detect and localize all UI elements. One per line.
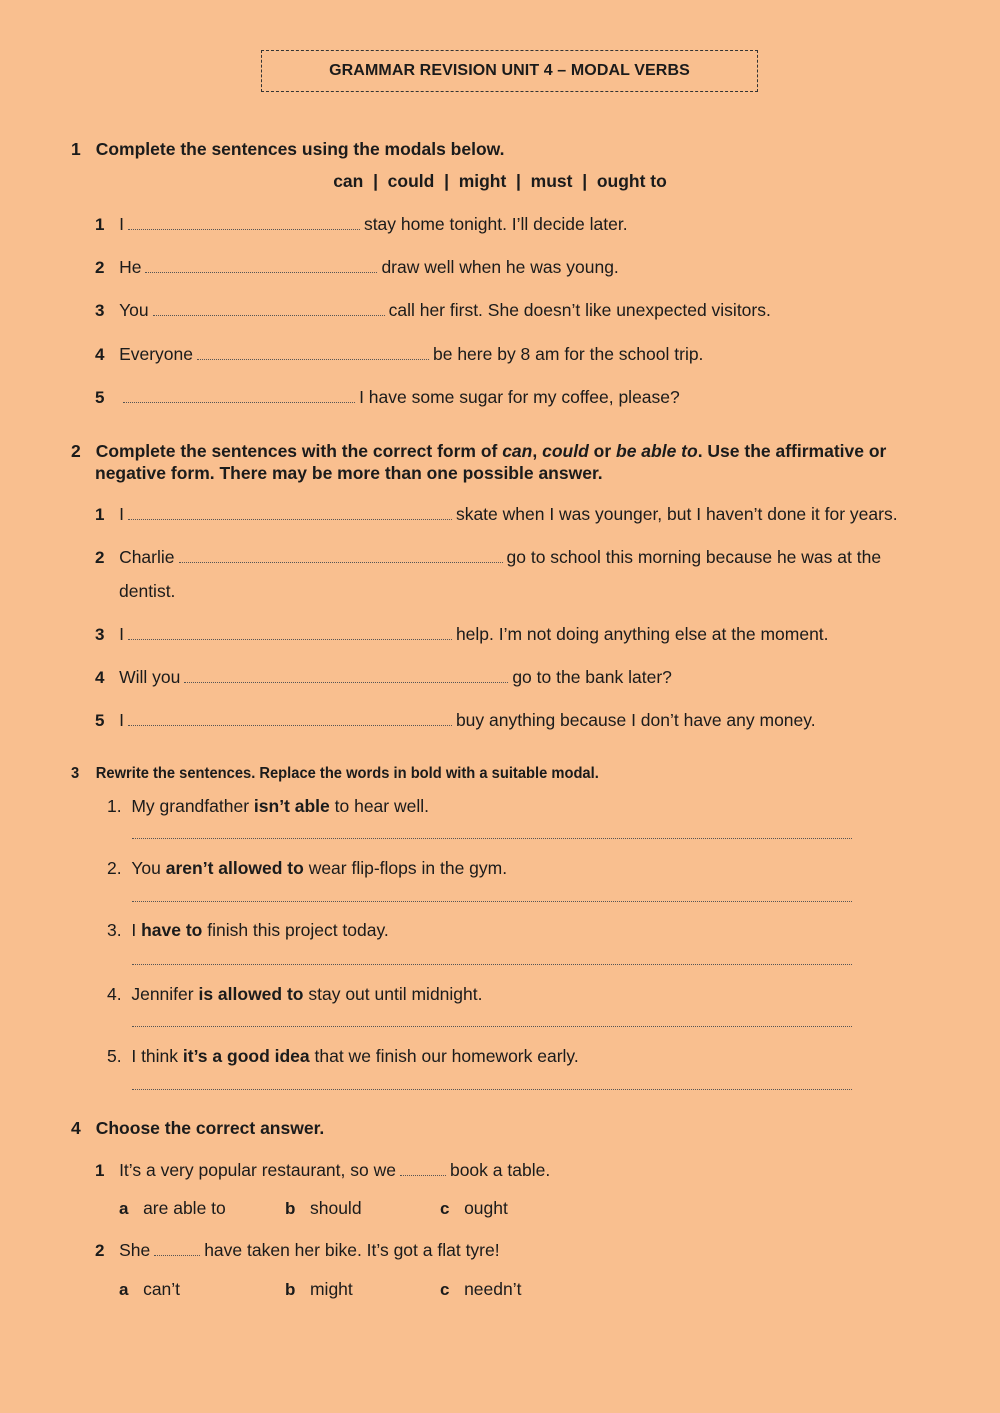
ex1-item-1: 1 I stay home tonight. I’ll decide later. (95, 214, 628, 234)
ex1-instruction: Complete the sentences using the modals below. (95, 139, 505, 159)
ex2-heading: 2 Complete the sentences with the correct form of can, could or be able to. Use the affirmative or (71, 441, 887, 461)
answer-blank[interactable] (128, 638, 452, 640)
ex2-item-1: 1 I skate when I was younger, but I haven’t done it for years. (95, 504, 898, 524)
answer-blank[interactable] (128, 518, 452, 520)
ex2-number: 2 (71, 441, 81, 461)
ex1-item-3: 3 You call her first. She doesn’t like unexpected visitors. (95, 300, 771, 320)
ex4-item-2-option-b[interactable]: b might (285, 1279, 353, 1299)
word-bank: can | could | might | must | ought to (333, 171, 667, 191)
rewrite-answer-line[interactable] (132, 1025, 852, 1027)
ex3-item-5: 5. I think it’s a good idea that we finish our homework early. (107, 1046, 579, 1066)
ex4-item-1-option-b[interactable]: b should (285, 1198, 362, 1218)
ex4-instruction: Choose the correct answer. (95, 1118, 325, 1138)
ex4-item-2: 2 She have taken her bike. It’s got a flat tyre! (95, 1240, 500, 1260)
ex2-item-2: 2 Charlie go to school this morning because he was at the (95, 547, 882, 567)
ex1-item-2: 2 He draw well when he was young. (95, 257, 619, 277)
ex2-item-4: 4 Will you go to the bank later? (95, 667, 672, 687)
rewrite-answer-line[interactable] (132, 900, 852, 902)
answer-blank[interactable] (154, 1254, 200, 1256)
ex2-item-5: 5 I buy anything because I don’t have any money. (95, 710, 816, 730)
answer-blank[interactable] (128, 724, 452, 726)
ex1-item-5: 5 I have some sugar for my coffee, please? (95, 387, 680, 407)
ex3-item-4: 4. Jennifer is allowed to stay out until midnight. (107, 984, 483, 1004)
ex2-item-2-continued: dentist. (119, 581, 176, 601)
ex3-number: 3 (71, 765, 80, 782)
worksheet-title: GRAMMAR REVISION UNIT 4 – MODAL VERBS (261, 50, 758, 92)
ex3-item-1: 1. My grandfather isn’t able to hear well. (107, 796, 429, 816)
ex4-item-1: 1 It’s a very popular restaurant, so we book a table. (95, 1160, 551, 1180)
ex1-number: 1 (71, 139, 81, 159)
ex4-item-1-option-c[interactable]: c ought (440, 1198, 508, 1218)
ex1-item-4: 4 Everyone be here by 8 am for the school trip. (95, 344, 704, 364)
ex3-heading (71, 765, 599, 783)
answer-blank[interactable] (179, 561, 503, 563)
rewrite-answer-line[interactable] (132, 837, 852, 839)
ex4-item-1-option-a[interactable]: a are able to (119, 1198, 226, 1218)
ex3-item-2: 2. You aren’t allowed to wear flip-flops in the gym. (107, 858, 508, 878)
answer-blank[interactable] (400, 1174, 446, 1176)
ex2-heading-line2: negative form. There may be more than one possible answer. (95, 463, 603, 483)
answer-blank[interactable] (184, 681, 508, 683)
answer-blank[interactable] (128, 228, 360, 230)
ex3-instruction: Rewrite the sentences. Replace the words in bold with a suitable modal. (95, 765, 599, 782)
ex2-item-3: 3 I help. I’m not doing anything else at the moment. (95, 624, 829, 644)
ex4-number: 4 (71, 1118, 81, 1138)
ex3-item-3: 3. I have to finish this project today. (107, 920, 389, 940)
ex4-item-2-option-c[interactable]: c needn’t (440, 1279, 522, 1299)
answer-blank[interactable] (123, 401, 355, 403)
ex4-heading (71, 1118, 324, 1139)
rewrite-answer-line[interactable] (132, 963, 852, 965)
answer-blank[interactable] (145, 271, 377, 273)
answer-blank[interactable] (153, 314, 385, 316)
ex1-heading (71, 139, 504, 160)
ex4-item-2-option-a[interactable]: a can’t (119, 1279, 181, 1299)
answer-blank[interactable] (197, 358, 429, 360)
rewrite-answer-line[interactable] (132, 1088, 852, 1090)
